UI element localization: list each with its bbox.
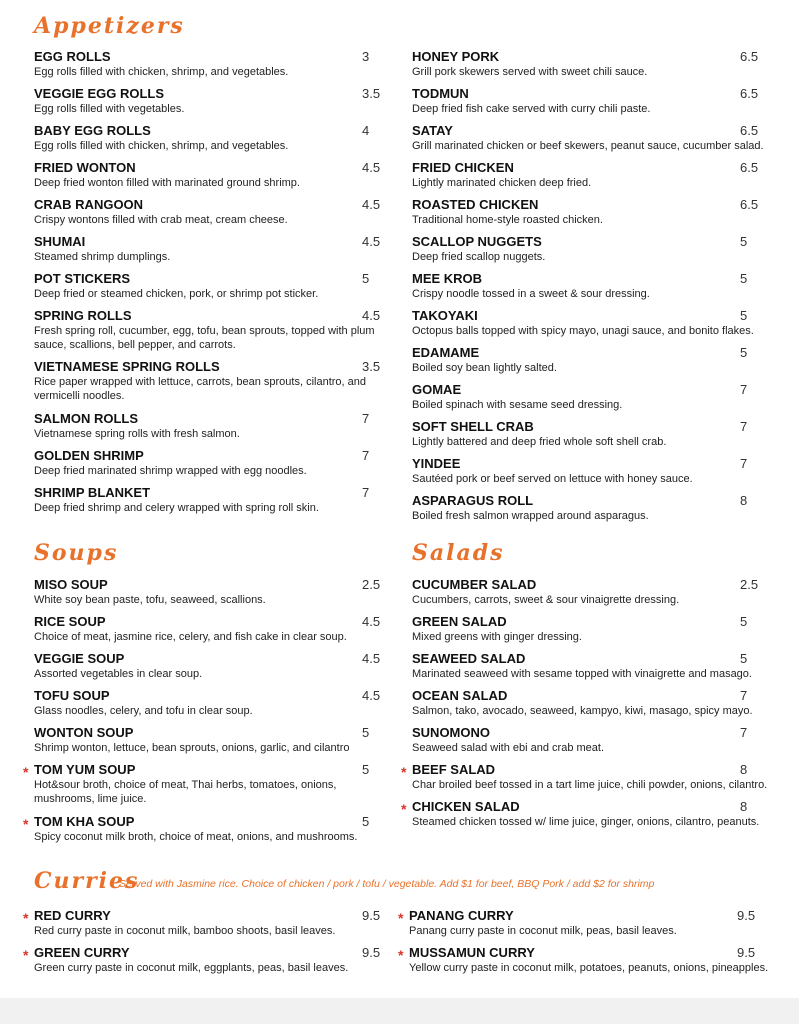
item-description: Boiled soy bean lightly salted. [412,362,557,374]
item-description: Shrimp wonton, lettuce, bean sprouts, onions, garlic, and cilantro [34,742,350,754]
menu-item-green-curry [34,945,384,975]
item-name: GOLDEN SHRIMP [34,448,144,463]
item-price: 4.5 [362,308,381,323]
spicy-star-icon: * [398,910,404,926]
item-description: Char broiled beef tossed in a tart lime juice, chili powder, onions, cilantro. [412,779,768,791]
menu-item-satay [412,123,784,153]
item-price: 5 [740,651,748,666]
item-description: Hot&sour broth, choice of meat, Thai herbs, tomatoes, onions, mushrooms, lime juice. [34,779,337,805]
item-name: ROASTED CHICKEN [412,197,539,212]
item-description: Choice of meat, jasmine rice, celery, and fish cake in clear soup. [34,631,347,643]
item-name: TODMUN [412,86,469,101]
item-name: GOMAE [412,382,462,397]
appetizers-heading: Appetizers [34,13,185,39]
item-description: White soy bean paste, tofu, seaweed, scallions. [34,594,266,606]
item-description: Crispy noodle tossed in a sweet & sour dressing. [412,288,650,300]
menu-item-roasted-chicken [412,197,784,227]
item-description: Seaweed salad with ebi and crab meat. [412,742,605,754]
menu-item-mee-krob [412,271,784,301]
menu-item-egg-rolls [34,49,384,79]
item-price: 2.5 [740,577,759,592]
item-price: 5 [740,345,748,360]
menu-item-todmun [412,86,784,116]
item-description: Steamed shrimp dumplings. [34,251,171,263]
item-description: Lightly marinated chicken deep fried. [412,177,592,189]
item-name: CRAB RANGOON [34,197,144,212]
item-name: MISO SOUP [34,577,108,592]
menu-item-sunomono [412,725,784,755]
item-description: Boiled fresh salmon wrapped around asparagus. [412,510,649,522]
item-price: 7 [362,448,370,463]
item-price: 5 [362,814,370,829]
item-description: Green curry paste in coconut milk, eggplants, peas, basil leaves. [34,962,349,974]
menu-item-spring-rolls [34,308,384,352]
menu-item-crab-rangoon [34,197,384,227]
menu-item-yindee [412,456,784,486]
item-name: SALMON ROLLS [34,411,138,426]
item-name: EGG ROLLS [34,49,111,64]
menu-item-rice-soup [34,614,379,644]
item-name: BEEF SALAD [412,762,496,777]
menu-item-shumai [34,234,384,264]
item-price: 4.5 [362,614,381,629]
item-name: SEAWEED SALAD [412,651,526,666]
item-description: Crispy wontons filled with crab meat, cream cheese. [34,214,288,226]
menu-item-chicken-salad [412,799,784,829]
item-price: 5 [740,614,748,629]
item-name: HONEY PORK [412,49,500,64]
item-name: VEGGIE EGG ROLLS [34,86,165,101]
item-price: 7 [740,725,748,740]
item-description: Grill pork skewers served with sweet chili sauce. [412,66,648,78]
menu-item-beef-salad [412,762,784,792]
item-price: 6.5 [740,49,759,64]
menu-item-fried-wonton [34,160,384,190]
item-name: GREEN SALAD [412,614,507,629]
item-description: Fresh spring roll, cucumber, egg, tofu, bean sprouts, topped with plum sauce, scallions, bell pepper, and carrots. [34,325,375,351]
item-price: 6.5 [740,197,759,212]
item-name: VIETNAMESE SPRING ROLLS [34,359,220,374]
item-description: Deep fried marinated shrimp wrapped with egg noodles. [34,465,307,477]
item-price: 4.5 [362,160,381,175]
item-name: WONTON SOUP [34,725,134,740]
item-name: FRIED WONTON [34,160,136,175]
item-name: PANANG CURRY [409,908,514,923]
item-description: Cucumbers, carrots, sweet & sour vinaigrette dressing. [412,594,680,606]
item-price: 8 [740,493,748,508]
menu-item-wonton-soup [34,725,379,755]
menu-item-veggie-egg-rolls [34,86,384,116]
item-name: OCEAN SALAD [412,688,508,703]
item-description: Vietnamese spring rolls with fresh salmon. [34,428,240,440]
menu-item-tom-yum-soup [34,762,379,806]
item-price: 4.5 [362,197,381,212]
item-name: SHRIMP BLANKET [34,485,151,500]
item-name: MUSSAMUN CURRY [409,945,535,960]
item-name: RICE SOUP [34,614,106,629]
menu-item-miso-soup [34,577,379,607]
item-description: Assorted vegetables in clear soup. [34,668,203,680]
menu-item-tom-kha-soup [34,814,379,844]
item-description: Egg rolls filled with chicken, shrimp, and vegetables. [34,66,289,78]
menu-item-shrimp-blanket [34,485,384,515]
item-description: Mixed greens with ginger dressing. [412,631,582,643]
curries-note: Served with Jasmine rice. Choice of chicken / pork / tofu / vegetable. Add $1 for beef, BBQ Pork / add $2 for shrimp [119,878,655,890]
menu-item-edamame [412,345,784,375]
menu-item-takoyaki [412,308,784,338]
item-description: Salmon, tako, avocado, seaweed, kampyo, kiwi, masago, spicy mayo. [412,705,753,717]
item-description: Rice paper wrapped with lettuce, carrots, bean sprouts, cilantro, and vermicelli noodles. [34,376,367,402]
item-name: ASPARAGUS ROLL [412,493,534,508]
item-description: Deep fried wonton filled with marinated ground shrimp. [34,177,300,189]
item-price: 7 [740,382,748,397]
item-price: 4.5 [362,234,381,249]
item-name: SHUMAI [34,234,86,249]
spicy-star-icon: * [23,764,29,780]
item-name: TOM KHA SOUP [34,814,135,829]
item-price: 4.5 [362,651,381,666]
item-description: Steamed chicken tossed w/ lime juice, ginger, onions, cilantro, peanuts. [412,816,760,828]
menu-item-scallop-nuggets [412,234,784,264]
item-price: 9.5 [737,945,756,960]
item-name: TAKOYAKI [412,308,478,323]
item-name: EDAMAME [412,345,480,360]
item-price: 4.5 [362,688,381,703]
menu-item-golden-shrimp [34,448,384,478]
menu-item-seaweed-salad [412,651,784,681]
menu-item-soft-shell-crab [412,419,784,449]
item-description: Grill marinated chicken or beef skewers, peanut sauce, cucumber salad. [412,140,764,152]
item-price: 9.5 [737,908,756,923]
menu-item-asparagus-roll [412,493,784,523]
item-name: MEE KROB [412,271,483,286]
item-price: 9.5 [362,908,381,923]
item-price: 8 [740,799,748,814]
item-description: Red curry paste in coconut milk, bamboo shoots, basil leaves. [34,925,336,937]
menu-item-green-salad [412,614,784,644]
item-description: Boiled spinach with sesame seed dressing. [412,399,623,411]
item-price: 6.5 [740,86,759,101]
item-name: SCALLOP NUGGETS [412,234,542,249]
menu-item-ocean-salad [412,688,784,718]
item-price: 7 [362,411,370,426]
item-name: BABY EGG ROLLS [34,123,151,138]
menu-item-fried-chicken [412,160,784,190]
item-price: 5 [362,271,370,286]
menu-item-pot-stickers [34,271,384,301]
item-name: POT STICKERS [34,271,131,286]
item-name: RED CURRY [34,908,111,923]
item-description: Glass noodles, celery, and tofu in clear soup. [34,705,253,717]
spicy-star-icon: * [401,764,407,780]
item-price: 5 [740,271,748,286]
item-price: 2.5 [362,577,381,592]
item-name: CHICKEN SALAD [412,799,520,814]
spicy-star-icon: * [398,947,404,963]
item-price: 5 [362,762,370,777]
spicy-star-icon: * [23,910,29,926]
item-description: Marinated seaweed with sesame topped with vinaigrette and masago. [412,668,752,680]
item-price: 6.5 [740,123,759,138]
item-name: TOM YUM SOUP [34,762,136,777]
curries-heading: Curries [34,868,140,894]
item-name: SPRING ROLLS [34,308,132,323]
item-description: Deep fried shrimp and celery wrapped with spring roll skin. [34,502,319,514]
item-description: Octopus balls topped with spicy mayo, unagi sauce, and bonito flakes. [412,325,754,337]
item-price: 3.5 [362,359,381,374]
item-description: Traditional home-style roasted chicken. [412,214,603,226]
item-description: Panang curry paste in coconut milk, peas, basil leaves. [409,925,677,937]
menu-item-salmon-rolls [34,411,384,441]
item-price: 7 [362,485,370,500]
item-price: 5 [362,725,370,740]
item-price: 7 [740,419,748,434]
spicy-star-icon: * [23,947,29,963]
soups-heading: Soups [34,540,119,566]
item-price: 6.5 [740,160,759,175]
spicy-star-icon: * [401,801,407,817]
menu-item-baby-egg-rolls [34,123,384,153]
item-description: Yellow curry paste in coconut milk, potatoes, peanuts, onions, pineapples. [409,962,769,974]
item-description: Egg rolls filled with chicken, shrimp, and vegetables. [34,140,289,152]
item-price: 4 [362,123,370,138]
item-name: GREEN CURRY [34,945,130,960]
item-name: TOFU SOUP [34,688,110,703]
item-name: SUNOMONO [412,725,490,740]
item-price: 3 [362,49,370,64]
item-name: SATAY [412,123,453,138]
menu-item-red-curry [34,908,384,938]
item-price: 5 [740,234,748,249]
item-name: VEGGIE SOUP [34,651,125,666]
menu-item-tofu-soup [34,688,379,718]
item-price: 8 [740,762,748,777]
item-description: Deep fried fish cake served with curry chili paste. [412,103,651,115]
menu-item-vietnamese-spring-rolls [34,359,384,403]
item-price: 7 [740,688,748,703]
item-name: SOFT SHELL CRAB [412,419,534,434]
item-description: Egg rolls filled with vegetables. [34,103,185,115]
item-price: 3.5 [362,86,381,101]
menu-item-veggie-soup [34,651,379,681]
item-name: YINDEE [412,456,461,471]
item-description: Sautéed pork or beef served on lettuce with honey sauce. [412,473,693,485]
menu-item-gomae [412,382,784,412]
spicy-star-icon: * [23,816,29,832]
page-bottom-band [0,998,799,1024]
salads-heading: Salads [412,540,505,566]
menu-item-cucumber-salad [412,577,784,607]
item-price: 9.5 [362,945,381,960]
item-description: Deep fried or steamed chicken, pork, or shrimp pot sticker. [34,288,319,300]
item-description: Deep fried scallop nuggets. [412,251,546,263]
item-description: Spicy coconut milk broth, choice of meat, onions, and mushrooms. [34,831,358,843]
item-price: 5 [740,308,748,323]
item-price: 7 [740,456,748,471]
menu-item-honey-pork [412,49,784,79]
item-name: FRIED CHICKEN [412,160,514,175]
item-name: CUCUMBER SALAD [412,577,537,592]
item-description: Lightly battered and deep fried whole soft shell crab. [412,436,667,448]
